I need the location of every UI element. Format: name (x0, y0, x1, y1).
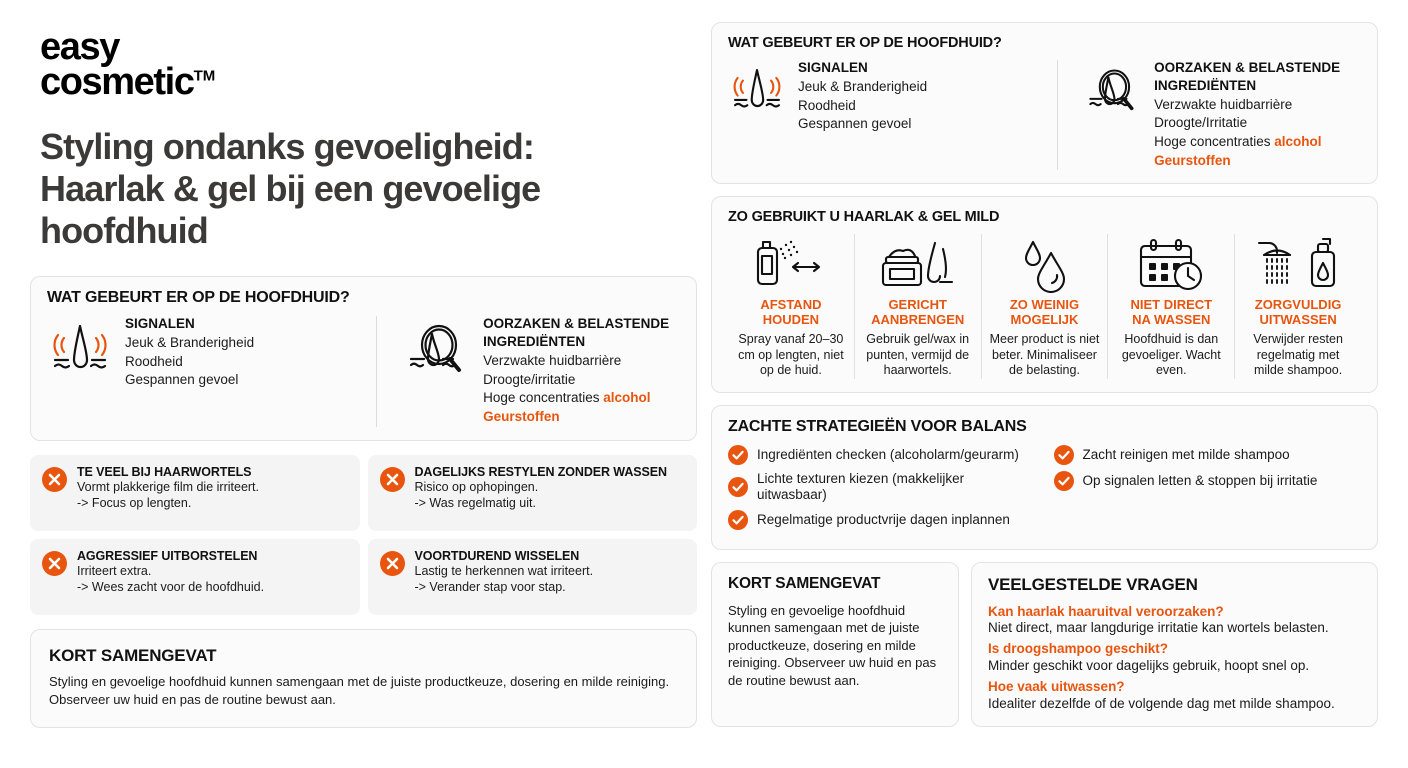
scalp-card (30, 276, 697, 440)
causes-heading-line1: OORZAKEN & BELASTENDE (1154, 60, 1341, 75)
causes-item: Verzwakte huidbarrière (1154, 96, 1293, 112)
usage-column (1234, 234, 1361, 379)
avoid-item-title: AGGRESSIEF UITBORSTELEN (77, 548, 258, 563)
strategy-item: Op signalen letten & stoppen bij irritatie (1054, 471, 1362, 491)
x-circle-icon (380, 467, 405, 492)
signals-item: Jeuk & Branderigheid (798, 78, 928, 94)
avoid-item-title: TE VEEL BIJ HAARWORTELS (77, 464, 252, 479)
faq-item (988, 679, 1361, 713)
strategy-item: Ingrediënten checken (alcoholarm/geurarm) (728, 445, 1036, 465)
faq-question: Kan haarlak haaruitval veroorzaken? (988, 603, 1224, 619)
signals-item: Roodheid (125, 353, 183, 369)
faq-answer: Niet direct, maar langdurige irritatie kan wortels belasten. (988, 620, 1329, 636)
left-column (30, 22, 697, 754)
signals-heading: SIGNALEN (798, 60, 868, 75)
check-circle-icon (728, 445, 748, 465)
faq-answer: Idealiter dezelfde of de volgende dag met milde shampoo. (988, 695, 1335, 711)
avoid-item (368, 539, 698, 615)
brand-logo (40, 26, 697, 103)
signals-item: Gespannen gevoel (798, 116, 912, 132)
summary-right-title: KORT SAMENGEVAT (728, 574, 881, 592)
avoid-item (30, 539, 360, 615)
magnifier-follicle-icon (1080, 60, 1142, 125)
avoid-item (30, 455, 360, 531)
avoid-item-title: DAGELIJKS RESTYLEN ZONDER WASSEN (414, 464, 667, 479)
usage-label: GERICHT AANBRENGEN (871, 297, 965, 328)
scalp-card-title: WAT GEBEURT ER OP DE HOOFDHUID? (47, 289, 350, 307)
check-circle-icon (728, 477, 748, 497)
avoid-item-line1: Irriteert extra. (77, 563, 152, 578)
strategies-right-list (1054, 445, 1362, 535)
signals-list (125, 334, 254, 390)
summary-left-title: KORT SAMENGEVAT (49, 645, 217, 665)
check-circle-icon (728, 510, 748, 530)
right-column (711, 22, 1378, 754)
summary-card-left (30, 629, 697, 728)
hair-follicle-irritation-icon (728, 60, 786, 125)
causes-heading-line2: INGREDIËNTEN (1154, 77, 1257, 93)
usage-label: ZO WEINIG MOGELIJK (1009, 297, 1080, 328)
faq-question: Hoe vaak uitwassen? (988, 679, 1125, 695)
usage-text: Spray vanaf 20–30 cm op lengten, niet op de huid. (738, 331, 844, 378)
gel-jar-hair-icon (875, 236, 961, 294)
strategies-title: ZACHTE STRATEGIEËN VOOR BALANS (728, 418, 1027, 436)
x-circle-icon (380, 551, 405, 576)
signals-heading: SIGNALEN (125, 316, 195, 332)
water-drops-icon (1009, 236, 1079, 294)
causes-item: Verzwakte huidbarrière (483, 353, 622, 369)
causes-item-highlight: Hoge concentraties alcohol (483, 390, 651, 406)
strategies-card (711, 405, 1378, 549)
scalp-signals-block (47, 316, 376, 390)
brand-logo-line2: cosmetic™ (40, 60, 216, 103)
x-circle-icon (42, 467, 67, 492)
shower-bottle-icon (1254, 236, 1342, 294)
page-title: Styling ondanks gevoeligheid: Haarlak & gel bij een gevoelige hoofdhuid (40, 125, 541, 252)
magnifier-follicle-icon (399, 316, 471, 387)
avoid-item-line1: Lastig te herkennen wat irriteert. (414, 563, 594, 578)
scalp-card-right (711, 22, 1378, 184)
usage-card (711, 196, 1378, 393)
usage-label: ZORGVULDIG UITWASSEN (1254, 297, 1342, 328)
usage-column (854, 234, 981, 379)
trademark-mark: TM (193, 67, 216, 85)
usage-text: Gebruik gel/wax in punten, vermijd de haarwortels. (866, 331, 970, 378)
avoid-item (368, 455, 698, 531)
avoid-item-line2: -> Was regelmatig uit. (414, 496, 536, 511)
signals-item: Gespannen gevoel (125, 372, 239, 388)
causes-item-highlight: Hoge concentraties alcohol (1154, 134, 1322, 150)
calendar-clock-icon (1131, 236, 1211, 294)
strategy-item: Lichte texturen kiezen (makkelijker uitwasbaar) (728, 471, 1036, 503)
usage-column (981, 234, 1108, 379)
faq-card (971, 562, 1378, 727)
faq-item (988, 604, 1361, 638)
faq-answer: Minder geschikt voor dagelijks gebruik, hoopt snel op. (988, 658, 1310, 674)
causes-heading-line1: OORZAKEN & BELASTENDE (483, 316, 670, 332)
usage-text: Hoofdhuid is dan gevoeliger. Wacht even. (1121, 331, 1221, 378)
bottom-row (711, 562, 1378, 727)
hair-follicle-irritation-icon (47, 316, 113, 387)
scalp-right-signals-block (728, 60, 1057, 134)
summary-left-text: Styling en gevoelige hoofdhuid kunnen samengaan met de juiste productkeuze, dosering en milde reiniging. Observeer uw huid en pas de routine bewust aan. (49, 673, 670, 707)
summary-card-right (711, 562, 959, 727)
causes-list (1154, 96, 1340, 171)
causes-list (483, 352, 669, 427)
usage-label: AFSTAND HOUDEN (760, 297, 822, 328)
signals-list (798, 78, 927, 134)
causes-item: Droogte/irritatie (483, 371, 576, 387)
avoid-item-line1: Vormt plakkerige film die irriteert. (77, 479, 260, 494)
avoid-item-line1: Risico op ophopingen. (414, 479, 539, 494)
faq-title: VEELGESTELDE VRAGEN (988, 574, 1198, 594)
signals-item: Roodheid (798, 97, 856, 113)
causes-item-fragrance: Geurstoffen (483, 408, 560, 424)
causes-item: Droogte/Irritatie (1154, 115, 1248, 131)
strategies-left-list (728, 445, 1036, 535)
avoid-item-line2: -> Verander stap voor stap. (414, 580, 566, 595)
x-circle-icon (42, 551, 67, 576)
scalp-card-right-title: WAT GEBEURT ER OP DE HOOFDHUID? (728, 35, 1002, 51)
spray-can-distance-icon (748, 236, 834, 294)
avoid-item-line2: -> Focus op lengten. (77, 496, 192, 511)
avoid-item-line2: -> Wees zacht voor de hoofdhuid. (77, 580, 265, 595)
avoid-list (30, 455, 697, 615)
check-circle-icon (1054, 471, 1074, 491)
causes-item-fragrance: Geurstoffen (1154, 152, 1231, 168)
usage-card-title: ZO GEBRUIKT U HAARLAK & GEL MILD (728, 209, 1000, 226)
strategy-item: Regelmatige productvrije dagen inplannen (728, 510, 1036, 530)
faq-question: Is droogshampoo geschikt? (988, 641, 1169, 657)
summary-right-text: Styling en gevoelige hoofdhuid kunnen samengaan met de juiste productkeuze, dosering en milde reiniging. Observeer uw huid en pas de routine bewust aan. (728, 602, 937, 688)
signals-item: Jeuk & Branderigheid (125, 335, 255, 351)
scalp-causes-block (376, 316, 680, 426)
usage-text: Meer product is niet beter. Minimaliseer de belasting. (989, 331, 1100, 378)
usage-label: NIET DIRECT NA WASSEN (1130, 297, 1213, 328)
scalp-right-causes-block (1057, 60, 1361, 170)
check-circle-icon (1054, 445, 1074, 465)
brand-logo-line1: easy (40, 26, 119, 68)
causes-heading-line2: INGREDIËNTEN (483, 334, 586, 350)
usage-column (1107, 234, 1234, 379)
strategy-item: Zacht reinigen met milde shampoo (1054, 445, 1362, 465)
usage-column (728, 234, 854, 379)
faq-item (988, 641, 1361, 675)
usage-text: Verwijder resten regelmatig met milde shampoo. (1253, 331, 1343, 378)
avoid-item-title: VOORTDUREND WISSELEN (414, 548, 580, 563)
